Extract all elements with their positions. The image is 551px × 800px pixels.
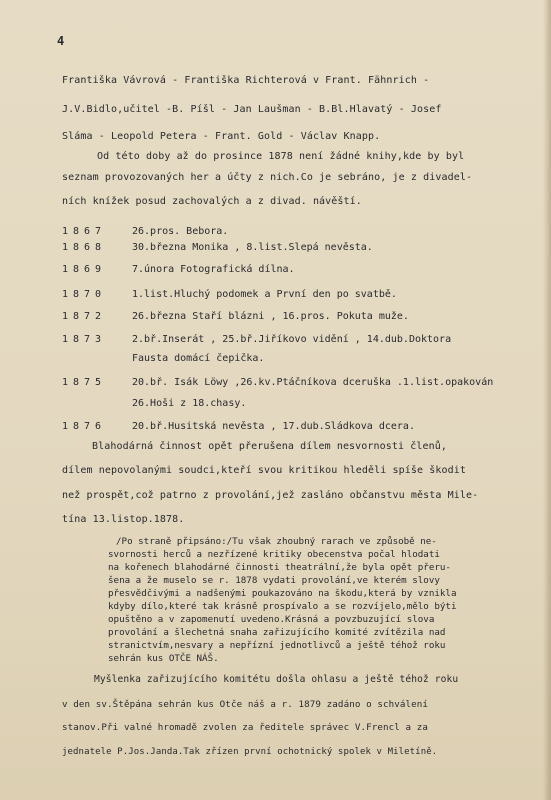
margin-note-line: stranictvím,nesvary a nepřízní jednotlivců a ještě téhož roku [108, 640, 446, 651]
page-number: 4 [57, 34, 65, 48]
year-label: 1875 [62, 377, 107, 388]
year-label: 1872 [62, 311, 107, 322]
paragraph-line: jednatele P.Jos.Janda.Tak zřízen první ochotnický spolek v Miletíně. [62, 747, 438, 757]
year-label: 1868 [62, 242, 107, 253]
intro-line: Františka Vávrová - Františka Richterová v Frant. Fähnrich - [62, 75, 430, 86]
margin-note-line: provolání a šlechetná snaha zařizujícího komité zvítězila nad [108, 627, 446, 638]
margin-note-line: přesvědčivými a nadšenými poukazováno na škodu,která by vznikla [108, 588, 457, 599]
year-entry: 20.bř.Husitská nevěsta , 17.dub.Sládkova dcera. [132, 421, 415, 432]
year-entry: 30.března Monika , 8.list.Slepá nevěsta. [132, 242, 373, 253]
paragraph-line: než prospět,což patrno z provolání,jež zasláno občanstvu města Mile- [62, 490, 479, 501]
paragraph-line: v den sv.Štěpána sehrán kus Otče náš a r. 1879 zadáno o schválení [62, 699, 429, 710]
year-label: 1873 [62, 334, 107, 345]
year-entry: 20.bř. Isák Löwy ,26.kv.Ptáčníkova dceruška .1.list.opakován [132, 377, 494, 388]
margin-note-line: na kořenech blahodárné činnosti theatrální,že byla opět přeru- [108, 562, 451, 573]
year-label: 1870 [62, 289, 107, 300]
year-entry: 26.března Staří blázni , 16.pros. Pokuta muže. [132, 311, 409, 322]
margin-note-line: sehrán kus OTČE NÁŠ. [108, 653, 219, 664]
paragraph-line: Myšlenka zařizujícího komitétu došla ohlasu a ještě téhož roku [94, 674, 459, 685]
margin-note-line: šena a že muselo se r. 1878 vydati provolání,ve kterém slovy [108, 575, 440, 586]
paragraph-line: seznam provozovaných her a účty z nich.Co je sebráno, je z divadel- [62, 172, 473, 183]
margin-note-line: /Po straně připsáno:/Tu však zhoubný rarach ve způsobě ne- [116, 536, 437, 547]
year-entry: 26.pros. Bebora. [132, 226, 229, 237]
year-entry: 7.února Fotografická dílna. [132, 264, 295, 275]
year-entry: 2.bř.Inserát , 25.bř.Jiříkovo vidění , 14.dub.Doktora [132, 334, 452, 345]
margin-note-line: opuštěno a v zapomenutí uvedeno.Krásná a povzbuzující slova [108, 614, 435, 625]
year-label: 1876 [62, 421, 107, 432]
year-label: 1867 [62, 226, 107, 237]
intro-line: J.V.Bidlo,učitel -B. Píšl - Jan Laušman - B.Bl.Hlavatý - Josef [62, 104, 442, 115]
paragraph-line: stanov.Při valné hromadě zvolen za ředitele správec V.Frencl a za [62, 722, 429, 733]
intro-line: Sláma - Leopold Petera - Frant. Gold - Václav Knapp. [62, 131, 381, 142]
year-entry: 1.list.Hluchý podomek a První den po svatbě. [132, 289, 397, 300]
year-entry-continuation: Fausta domácí čepička. [132, 353, 265, 364]
paragraph-line: dílem nepovolanými soudci,kteří svou kritikou hleděli spíše škodit [62, 465, 466, 476]
paragraph-line: Blahodárná činnost opět přerušena dílem nesvornosti členů, [92, 441, 447, 452]
year-label: 1869 [62, 264, 107, 275]
paragraph-line: Od této doby až do prosince 1878 není žádné knihy,kde by byl [97, 151, 465, 162]
paragraph-line: ních knížek posud zachovalých a z divad. návěští. [62, 196, 362, 207]
margin-note-line: kdyby dílo,které tak krásně prospívalo a se rozvíjelo,mělo býti [108, 601, 457, 612]
paragraph-line: tína 13.listop.1878. [62, 514, 185, 525]
year-entry-continuation: 26.Hoši z 18.chasy. [132, 398, 247, 409]
page-edge-shadow [543, 0, 551, 800]
margin-note-line: svornosti herců a nezřízené kritiky obecenstva počal hlodati [108, 549, 440, 560]
